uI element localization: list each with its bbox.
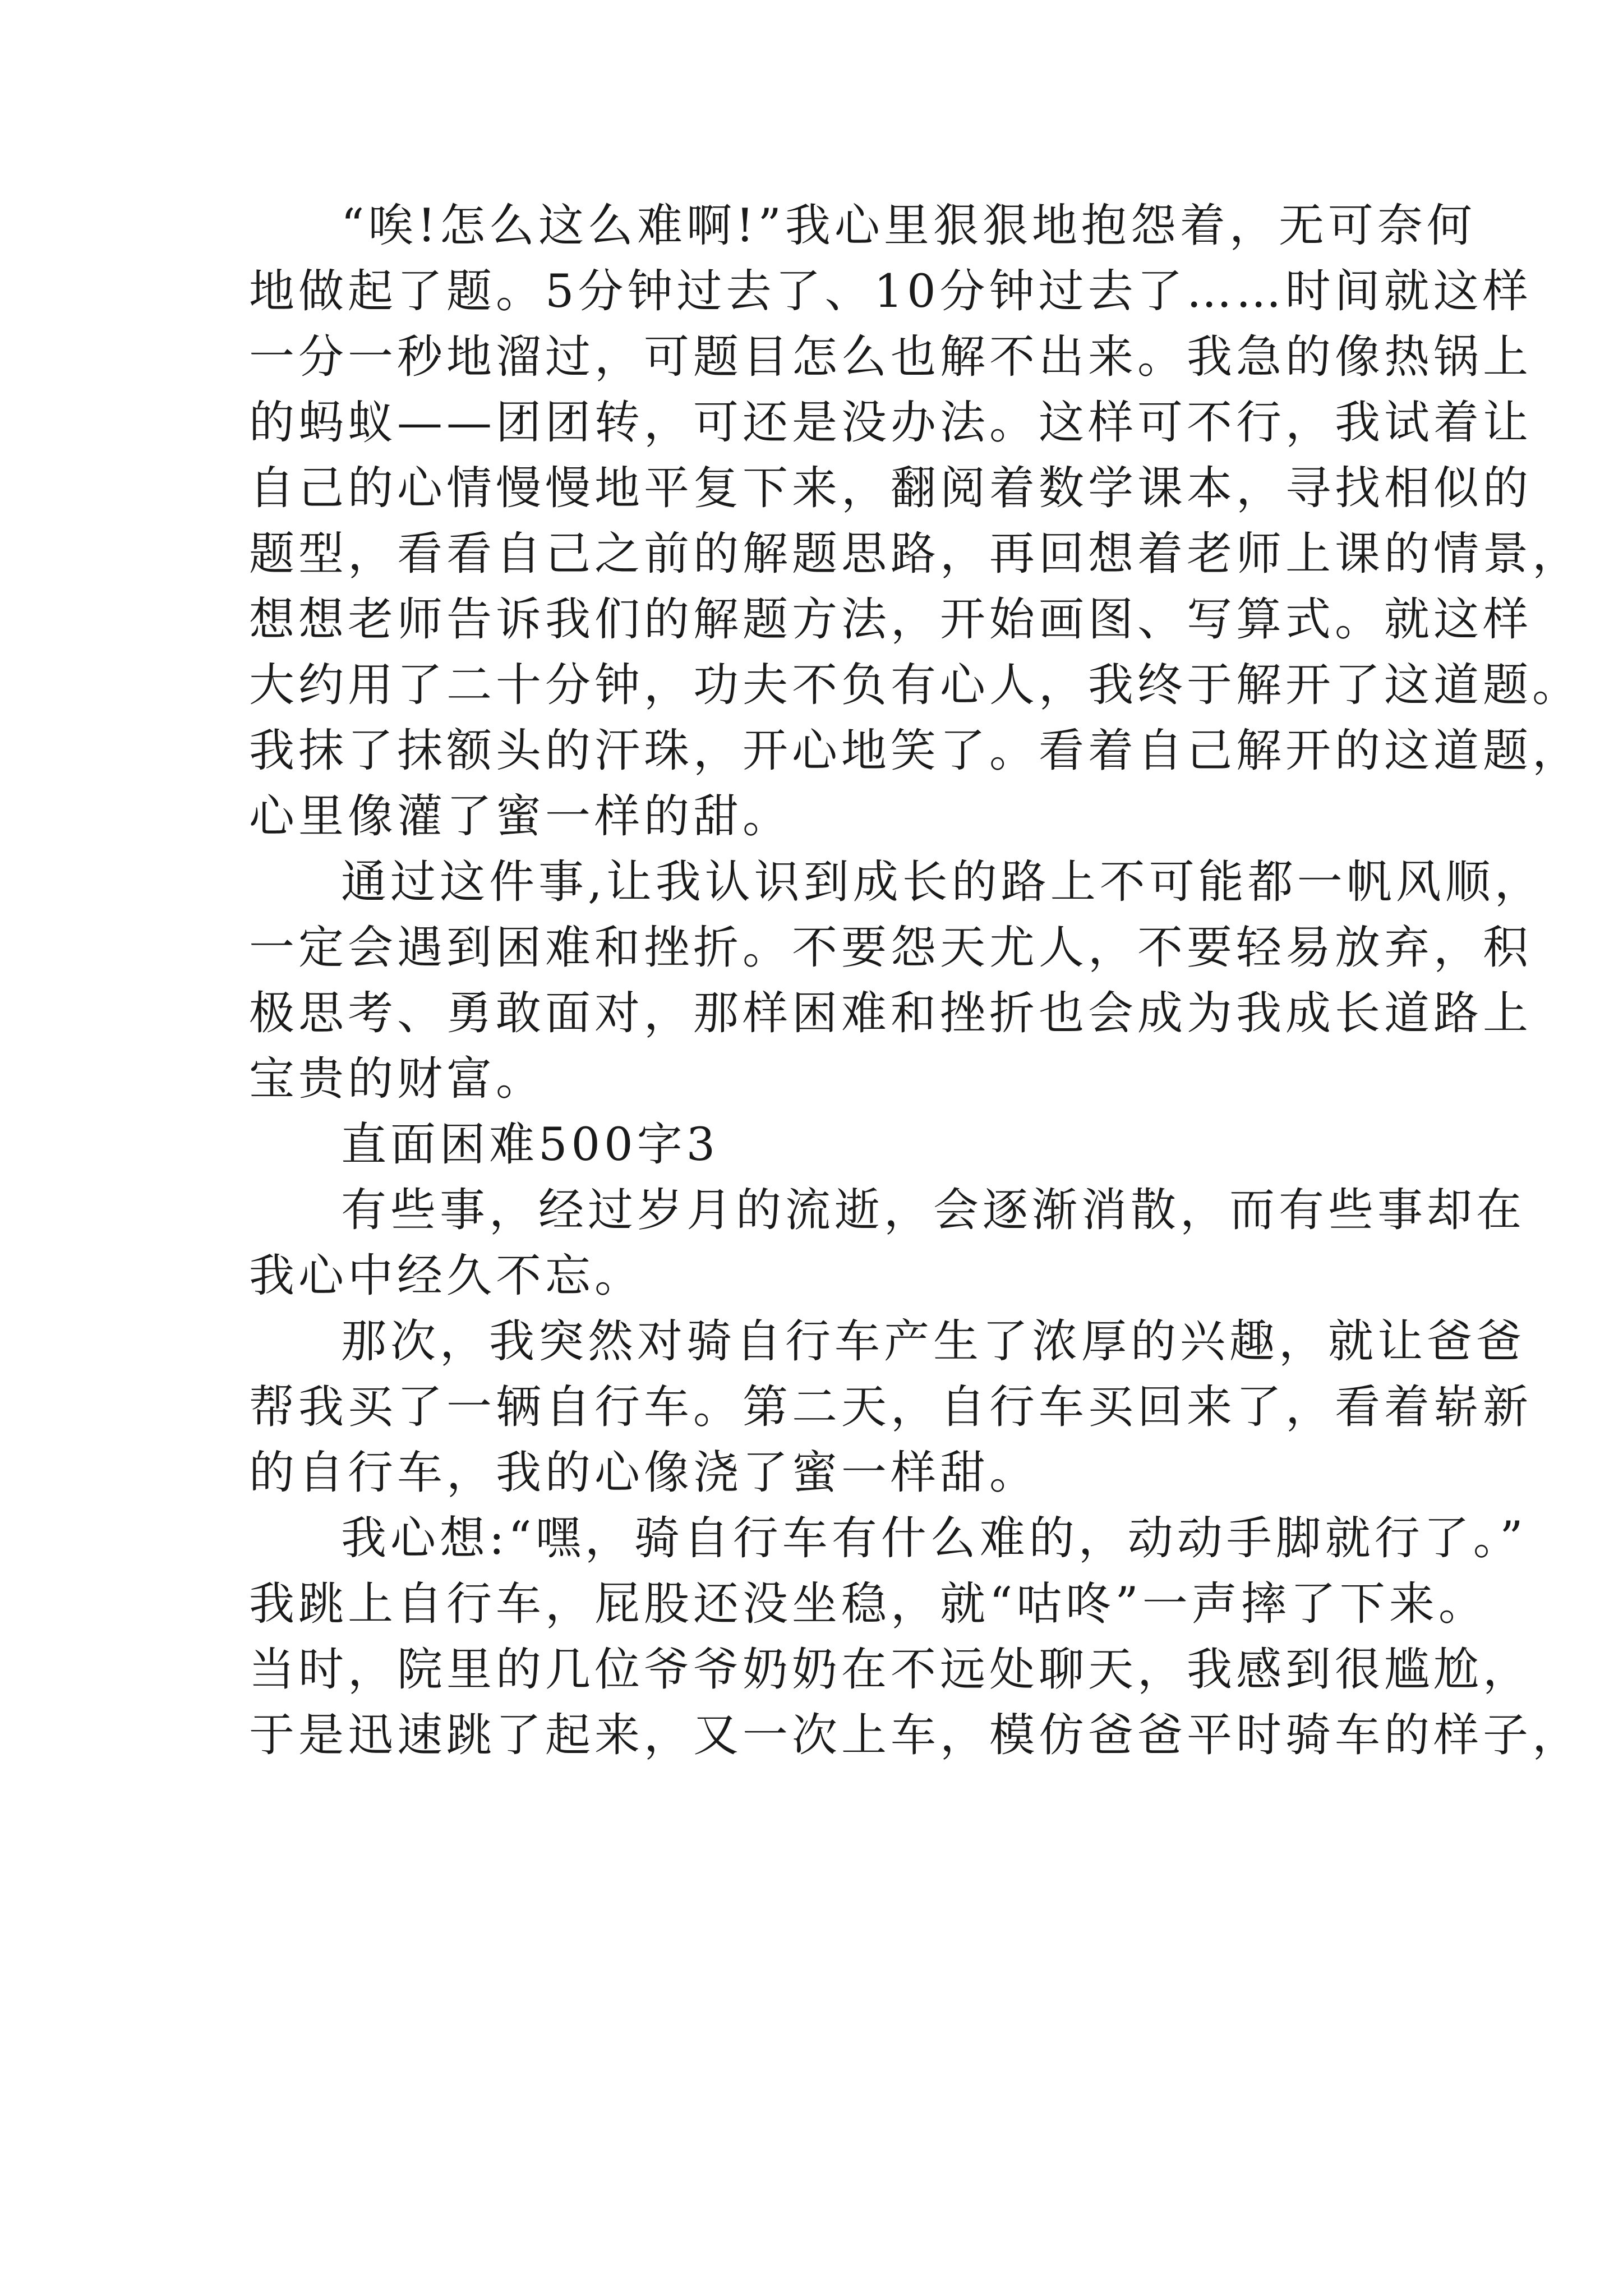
text-line: 心里像灌了蜜一样的甜。: [249, 790, 792, 843]
text-line: 帮我买了一辆自行车。第二天，自行车买回来了，看着崭新: [249, 1381, 1533, 1434]
text-line: 有些事，经过岁月的流逝，会逐渐消散，而有些事却在: [341, 1184, 1526, 1237]
text-line: 于是迅速跳了起来，又一次上车，模仿爸爸平时骑车的样子，: [249, 1709, 1582, 1762]
text-line: 大约用了二十分钟，功夫不负有心人，我终于解开了这道题。: [249, 659, 1582, 712]
text-line: 的自行车，我的心像浇了蜜一样甜。: [249, 1447, 1039, 1499]
text-line: 地做起了题。5分钟过去了、10分钟过去了……时间就这样: [249, 265, 1532, 318]
document-body: [249, 194, 1582, 1769]
text-line: 我抹了抹额头的汗珠，开心地笑了。看着自己解开的这道题，: [249, 725, 1582, 777]
text-line: 自己的心情慢慢地平复下来，翻阅着数学课本，寻找相似的: [249, 462, 1533, 515]
text-line: 一定会遇到困难和挫折。不要怨天尤人，不要轻易放弃，积: [249, 922, 1533, 974]
section-heading: 直面困难500字3: [341, 1119, 720, 1171]
text-line: 我跳上自行车，屁股还没坐稳，就“咕咚”一声摔了下来。: [249, 1578, 1488, 1631]
text-line: 宝贵的财富。: [249, 1053, 546, 1106]
text-line: 极思考、勇敢面对，那样困难和挫折也会成为我成长道路上: [249, 987, 1533, 1040]
text-line: 一分一秒地溜过，可题目怎么也解不出来。我急的像热锅上: [249, 331, 1533, 384]
text-line: 那次，我突然对骑自行车产生了浓厚的兴趣，就让爸爸: [341, 1315, 1526, 1368]
text-line: 我心中经久不忘。: [249, 1250, 644, 1303]
text-line: 的蚂蚁——团团转，可还是没办法。这样可不行，我试着让: [249, 397, 1533, 449]
text-line: 通过这件事,让我认识到成长的路上不可能都一帆风顺，: [341, 856, 1544, 909]
text-line: 想想老师告诉我们的解题方法，开始画图、写算式。就这样: [249, 593, 1533, 646]
text-line: 当时，院里的几位爷爷奶奶在不远处聊天，我感到很尴尬，: [249, 1644, 1533, 1696]
text-line: 题型，看看自己之前的解题思路，再回想着老师上课的情景，: [249, 528, 1582, 581]
text-line: 我心想:“嘿，骑自行车有什么难的，动动手脚就行了。”: [341, 1512, 1527, 1565]
text-line: “唉!怎么这么难啊!”我心里狠狠地抱怨着，无可奈何: [341, 200, 1476, 252]
